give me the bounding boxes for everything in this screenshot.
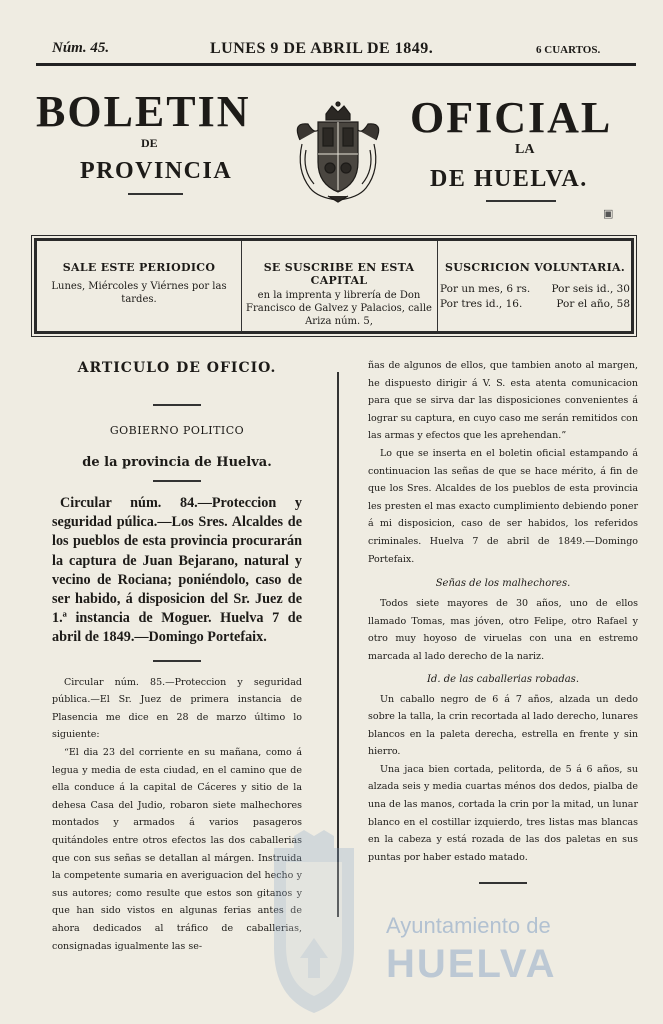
masthead-word-boletin: BOLETIN — [36, 87, 251, 136]
issue-date: LUNES 9 DE ABRIL DE 1849. — [210, 40, 434, 57]
issue-number: Núm. 45. — [52, 40, 110, 56]
insertion-notice: Lo que se inserta en el boletin oficial estampando á continuacion las señas de que se hace mérito, á fin de que los Sres. Alcaldes de los pueblos de esta provincia les presten el mas exacto cumplimiento debiendo poner á mi disposicion, caso de ser habidos, los referidos criminales. Huelva 7 de abril de 1849.—Domingo Portefaix. — [368, 447, 638, 565]
circular-85: Circular núm. 85.—Proteccion y seguridad pública.—El Sr. Juez de primera instancia de Plasencia me dice en 28 de marzo último lo siguiente: — [52, 676, 302, 741]
circular-84: Circular núm. 84.—Proteccion y seguridad púlica.—Los Sres. Alcaldes de los pueblos de esta provincia procurarán la captura de Juan Bejarano, natural y vecino de Rociana; poniéndolo, caso de ser habido, á disposicion del Sr. Juez de 1.ª instancia de Moguer. Huelva 7 de abril de 1849.—Domingo Portefaix. — [52, 495, 302, 646]
subscription-schedule — [41, 241, 237, 331]
price-cell: Por un mes, 6 rs. — [440, 283, 531, 295]
horses-heading: Id. de las caballerias robadas. — [426, 673, 579, 685]
quote-continuation: ñas de algunos de ellos, que tambien anoto al margen, he dispuesto dirigir á V. S. esta atenta comunicacion para que se sirva dar las disposiciones convenientes á lograr su captura, en cuyo caso me serán remitidos con las armas y efectos que les aprehendan.” — [368, 360, 638, 442]
masthead-word-provincia: PROVINCIA — [80, 158, 233, 184]
subscription-where — [241, 241, 436, 331]
city-shield-watermark-icon — [264, 828, 364, 1018]
issue-price: 6 CUARTOS. — [536, 44, 601, 56]
royal-crest-icon — [288, 100, 388, 204]
prices-title: SUSCRICION VOLUNTARIA. — [445, 261, 625, 274]
circular-85-quote: “El dia 23 del corriente en su mañana, como á legua y media de esta ciudad, en el camino que de ella conduce á la capital de Cáceres y sitio de la dehesa Casa del Judio, robaron siete malhechores montados y armados á varios pasageros quitándoles entre otros efectos las dos caballerias que con sus señas se detallan al márgen. Instruida la competente sumaria en averiguacion del hecho y sus autores; como resulte que estos son gitanos y que han sido vistos en algunas ferias antes de ahora dedicados al tráfico de caballerias, consignadas igualmente las se- — [52, 747, 302, 952]
section-rule — [153, 660, 201, 662]
masthead-word-oficial: OFICIAL — [410, 93, 613, 142]
right-column — [368, 357, 638, 884]
price-cell: Por tres id., 16. — [440, 298, 523, 310]
section-title: ARTICULO DE OFICIO. — [77, 360, 277, 376]
schedule-text: Lunes, Miércoles y Viérnes por las tardes. — [51, 281, 227, 305]
criminals-description: Todos siete mayores de 30 años, uno de ellos llamado Tomas, mas jóven, otro Felipe, otro Rafael y otro muy hoyoso de viruelas con una en estremo marcada al lado derecho de la nariz. — [368, 598, 638, 662]
price-row — [440, 282, 632, 297]
masthead-rule-right — [486, 200, 556, 202]
schedule-title: SALE ESTE PERIODICO — [62, 261, 216, 274]
office-heading: GOBIERNO POLITICO — [109, 424, 245, 437]
province-heading: de la provincia de Huelva. — [82, 455, 272, 470]
masthead — [0, 80, 663, 220]
section-rule — [153, 404, 201, 406]
criminals-heading: Señas de los malhechores. — [435, 578, 571, 590]
masthead-word-la: LA — [515, 142, 535, 157]
masthead-rule-left — [128, 193, 183, 195]
mare-description: Una jaca bien cortada, pelitorda, de 5 á 6 años, su alzada seis y media cuartas ménos dos dedos, pialba de una de las manos, cortada la crin por la mitad, un lunar blanco en el costillar izquierdo, tres listas mas blancas en la cabeza y está rozada de las dos paletas en sus puntas por haber estado matado. — [368, 763, 638, 863]
watermark-line2: HUELVA — [386, 942, 557, 986]
watermark-line1: Ayuntamiento de — [386, 913, 551, 938]
subscription-box — [34, 238, 634, 334]
header-rule — [36, 63, 636, 66]
masthead-word-dehuelva: DE HUELVA. — [430, 166, 588, 192]
horse-description: Un caballo negro de 6 á 7 años, alzada un dedo sobre la talla, la crin recortada al lado derecho, lunares blancos en la paleta derecha, estrella en frente y sin hierro. — [368, 693, 638, 758]
subscription-prices — [437, 241, 632, 331]
section-rule — [153, 480, 201, 482]
where-text: en la imprenta y librería de Don Francisco de Galvez y Palacios, calle Ariza núm. 5, — [246, 290, 432, 327]
where-title: SE SUSCRIBE EN ESTA CAPITAL — [263, 261, 415, 287]
library-stamp-icon: ▣ — [603, 207, 614, 220]
price-row — [440, 297, 632, 312]
section-rule — [479, 882, 527, 884]
masthead-word-de: DE — [141, 136, 158, 150]
price-cell: Por el año, 58 — [556, 298, 630, 310]
price-cell: Por seis id., 30 — [551, 283, 630, 295]
